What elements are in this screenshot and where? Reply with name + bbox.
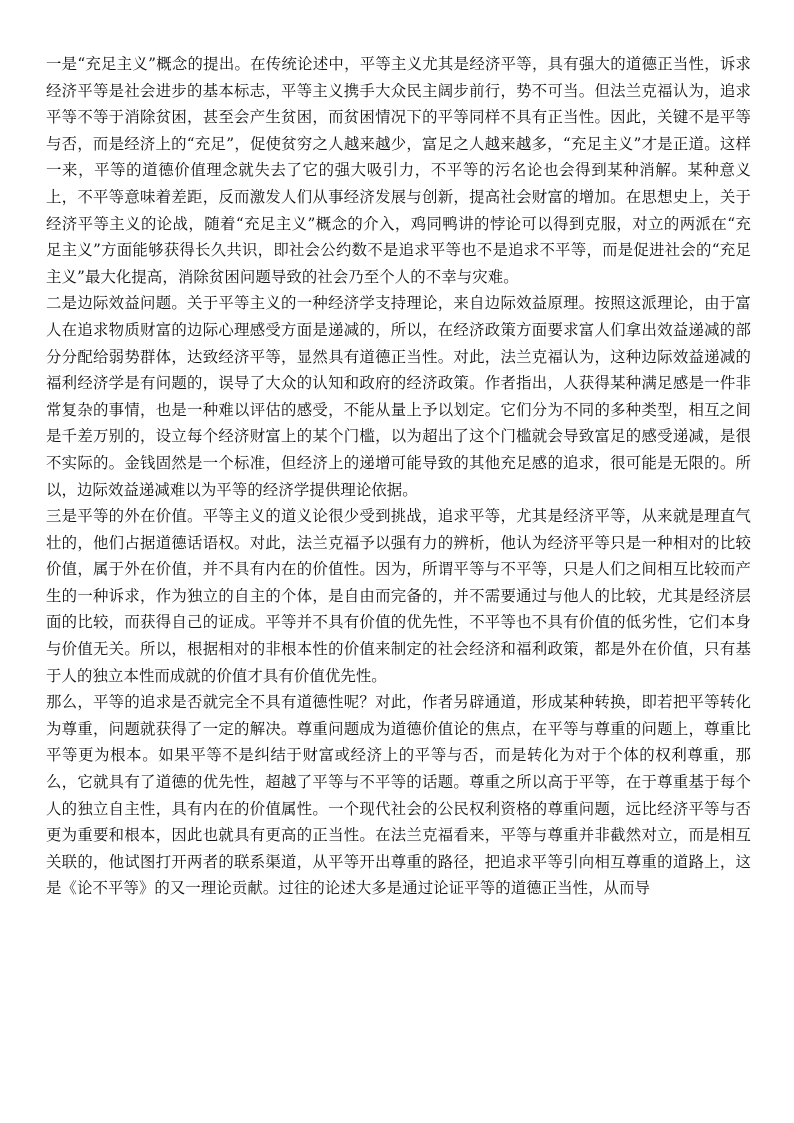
- paragraph-marginal-utility: 二是边际效益问题。关于平等主义的一种经济学支持理论，来自边际效益原理。按照这派理论，由于富人在追求物质财富的边际心理感受方面是递减的，所以，在经济政策方面要求富人们拿出效益递减的部分分配给弱势群体，达致经济平等，显然具有道德正当性。对此，法兰克福认为，这种边际效益递减的福利经济学是有问题的，误导了大众的认知和政府的经济政策。作者指出，人获得某种满足感是一件非常复杂的事情，也是一种难以评估的感受，不能从量上予以划定。它们分为不同的多种类型，相互之间是千差万别的，设立每个经济财富上的某个门槛，以为超出了这个门槛就会导致富足的感受递减，是很不实际的。金钱固然是一个标准，但经济上的递增可能导致的其他充足感的追求，很可能是无限的。所以，边际效益递减难以为平等的经济学提供理论依据。: [46, 294, 751, 499]
- paragraph-external-value: 三是平等的外在价值。平等主义的道义论很少受到挑战，追求平等，尤其是经济平等，从来就是理直气壮的，他们占据道德话语权。对此，法兰克福予以强有力的辨析，他认为经济平等只是一种相对的比较价值，属于外在价值，并不具有内在的价值性。因为，所谓平等与不平等，只是人们之间相互比较而产生的一种诉求，作为独立的自主的个体，是自由而完备的，并不需要通过与他人的比较，尤其是经济层面的比较，而获得自己的证成。平等并不具有价值的优先性，不平等也不具有价值的低劣性，它们本身与价值无关。所以，根据相对的非根本性的价值来制定的社会经济和福利政策，都是外在价值，只有基于人的独立本性而成就的价值才具有价值优先性。: [46, 507, 751, 685]
- paragraph-sufficiency-doctrine: 一是“充足主义”概念的提出。在传统论述中，平等主义尤其是经济平等，具有强大的道德正当性，诉求经济平等是社会进步的基本标志，平等主义携手大众民主阔步前行，势不可当。但法兰克福认为，追求平等不等于消除贫困，甚至会产生贫困，而贫困情况下的平等同样不具有正当性。因此，关键不是平等与否，而是经济上的“充足”，促使贫穷之人越来越少，富足之人越来越多，“充足主义”才是正道。这样一来，平等的道德价值理念就失去了它的强大吸引力，不平等的污名论也会得到某种消解。某种意义上，不平等意味着差距，反而激发人们从事经济发展与创新，提高社会财富的增加。在思想史上，关于经济平等主义的论战，随着“充足主义”概念的介入，鸡同鸭讲的悖论可以得到克服，对立的两派在“充足主义”方面能够获得长久共识，即社会公约数不是追求平等也不是追求不平等，而是促进社会的“充足主义”最大化提高，消除贫困问题导致的社会乃至个人的不幸与灾难。: [46, 55, 751, 286]
- paragraph-respect: 那么，平等的追求是否就完全不具有道德性呢？对此，作者另辟通道，形成某种转换，即若把平等转化为尊重，问题就获得了一定的解决。尊重问题成为道德价值论的焦点，在平等与尊重的问题上，尊重比平等更为根本。如果平等不是纠结于财富或经济上的平等与否，而是转化为对于个体的权利尊重，那么，它就具有了道德的优先性，超越了平等与不平等的话题。尊重之所以高于平等，在于尊重基于每个人的独立自主性，具有内在的价值属性。一个现代社会的公民权利资格的尊重问题，远比经济平等与否更为重要和根本，因此也就具有更高的正当性。在法兰克福看来，平等与尊重并非截然对立，而是相互关联的，他试图打开两者的联系渠道，从平等开出尊重的路径，把追求平等引向相互尊重的道路上，这是《论不平等》的又一理论贡献。过往的论述大多是通过论证平等的道德正当性，从而导: [46, 693, 751, 898]
- document-body: [46, 51, 751, 902]
